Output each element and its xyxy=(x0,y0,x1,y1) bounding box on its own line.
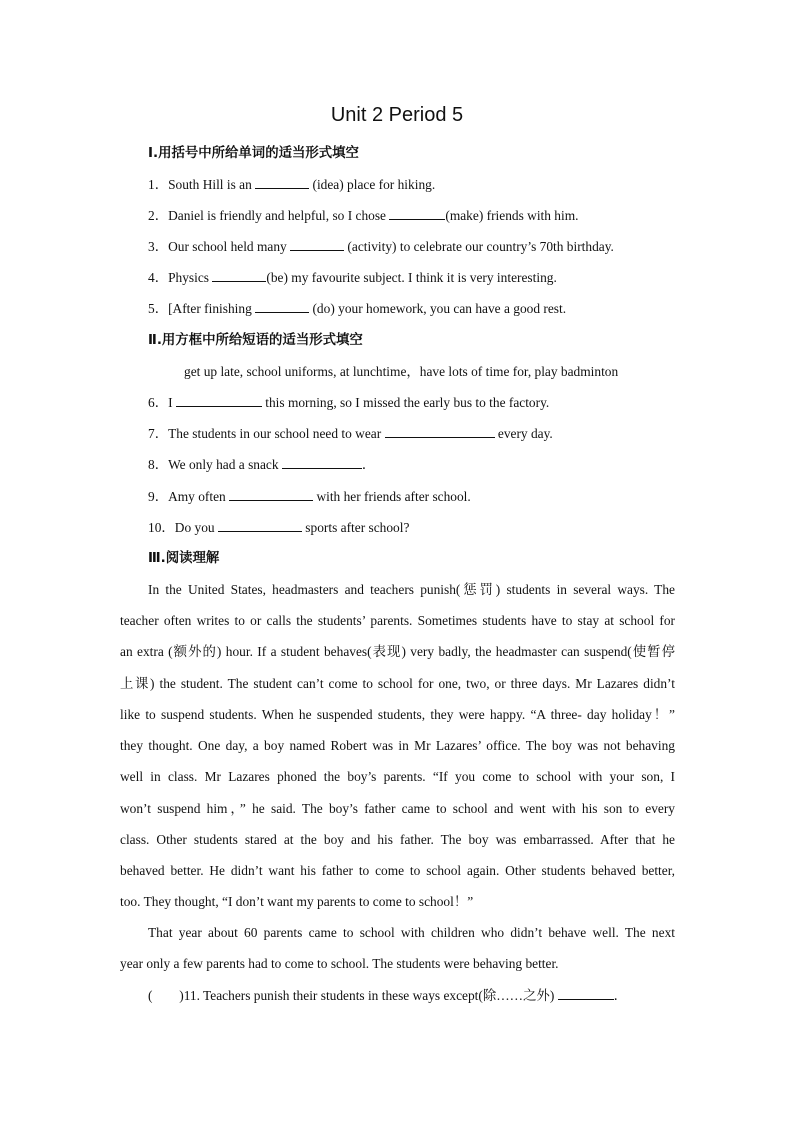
question-text: ． xyxy=(361,457,376,472)
question-text: with her friends after school. xyxy=(313,489,471,504)
phrase-box: get up late, school uniforms, at lunchtime，have lots of time for, play badminton xyxy=(184,364,619,379)
answer-blank[interactable] xyxy=(218,519,302,532)
answer-blank[interactable] xyxy=(558,987,614,1000)
section-2-heading-text: Ⅱ.用方框中所给短语的适当形式填空 xyxy=(148,333,363,348)
answer-blank[interactable] xyxy=(229,488,313,501)
question-text: Do you xyxy=(174,520,218,535)
question-text: sports after school? xyxy=(301,520,410,535)
question-text: this morning, so I missed the early bus to the factory. xyxy=(261,395,550,410)
passage-line: 上课) the student. The student can’t come to school for one, two, or three days. Mr Lazares didn’t xyxy=(120,676,675,691)
question-text: Daniel is friendly and helpful, so I chose xyxy=(168,208,390,223)
question-2 xyxy=(148,207,579,225)
question-text: (do) your homework, you can have a good rest. xyxy=(309,301,567,316)
question-number: 8． xyxy=(148,457,169,472)
question-text: 11. Teachers punish their students in these ways except(除……之外) xyxy=(183,988,558,1003)
question-number: 9． xyxy=(148,489,169,504)
passage-line: That year about 60 parents came to school with children who didn’t behave well. The next xyxy=(148,925,675,940)
question-text: Amy often xyxy=(168,489,230,504)
passage-line: too. They thought, “I don’t want my parents to come to school！” xyxy=(120,894,474,909)
question-text: (activity) to celebrate our country’s 70th birthday. xyxy=(344,239,614,254)
question-text: ． xyxy=(613,988,628,1003)
question-text: (idea) place for hiking. xyxy=(309,177,436,192)
question-text: Our school held many xyxy=(168,239,291,254)
page-title: Unit 2 Period 5 xyxy=(330,104,464,126)
answer-blank[interactable] xyxy=(282,456,362,469)
answer-blank[interactable] xyxy=(212,269,266,282)
question-text: (be) my favourite subject. I think it is very interesting. xyxy=(266,270,557,285)
question-number: 5． xyxy=(148,301,169,316)
answer-blank[interactable] xyxy=(385,425,495,438)
section-1-heading xyxy=(148,145,359,163)
passage-line: well in class. Mr Lazares phoned the boy’s parents. “If you come to school with your son, I xyxy=(120,769,675,784)
question-text: every day. xyxy=(494,426,553,441)
question-3 xyxy=(148,238,614,256)
question-text: I xyxy=(168,395,176,410)
question-8 xyxy=(148,456,375,474)
question-number: 3． xyxy=(148,239,169,254)
question-5 xyxy=(148,300,566,318)
question-number: 7． xyxy=(148,426,169,441)
question-text: Physics xyxy=(168,270,213,285)
question-1 xyxy=(148,176,435,194)
answer-blank[interactable] xyxy=(255,176,309,189)
question-text: The students in our school need to wear xyxy=(168,426,385,441)
question-9 xyxy=(148,488,471,506)
question-number: 10． xyxy=(148,520,175,535)
passage-line: behaved better. He didn’t want his father to come to school again. Other students behaved better, xyxy=(120,863,675,878)
passage-line: they thought. One day, a boy named Robert was in Mr Lazares’ office. The boy was not behaving xyxy=(120,738,675,753)
answer-blank[interactable] xyxy=(389,207,445,220)
question-7 xyxy=(148,425,553,443)
question-number: 6． xyxy=(148,395,169,410)
passage-line: like to suspend students. When he suspended students, they were happy. “A three- day holiday！” xyxy=(120,707,675,722)
section-2-heading xyxy=(148,332,363,350)
section-1-heading-text: Ⅰ.用括号中所给单词的适当形式填空 xyxy=(148,146,359,161)
section-3-heading xyxy=(148,550,219,568)
question-4 xyxy=(148,269,557,287)
question-11 xyxy=(148,987,627,1005)
question-6 xyxy=(148,394,549,412)
question-text: (make) friends with him. xyxy=(445,208,579,223)
question-number: 4． xyxy=(148,270,169,285)
question-text: [After finishing xyxy=(168,301,256,316)
passage-line: class. Other students stared at the boy and his father. The boy was embarrassed. After that he xyxy=(120,832,675,847)
passage-line: year only a few parents had to come to school. The students were behaving better. xyxy=(120,956,559,971)
passage-line: teacher often writes to or calls the students’ parents. Sometimes students have to stay at school for xyxy=(120,613,675,628)
answer-blank[interactable] xyxy=(176,394,262,407)
question-10 xyxy=(148,519,409,537)
answer-blank[interactable] xyxy=(290,238,344,251)
question-text: South Hill is an xyxy=(168,177,256,192)
answer-blank[interactable] xyxy=(255,300,309,313)
question-text: We only had a snack xyxy=(168,457,282,472)
question-number: 1． xyxy=(148,177,169,192)
passage-line: an extra (额外的) hour. If a student behaves(表现) very badly, the headmaster can suspend(使暂停 xyxy=(120,644,675,659)
passage-line: won’t suspend him，” he said. The boy’s father came to school and went with his son to every xyxy=(120,801,675,816)
question-number: 2． xyxy=(148,208,169,223)
answer-parenthesis[interactable]: ( ) xyxy=(148,988,184,1003)
section-3-heading-text: Ⅲ.阅读理解 xyxy=(148,551,220,566)
passage-line: In the United States, headmasters and teachers punish(惩罚) students in several ways. The xyxy=(148,582,675,597)
